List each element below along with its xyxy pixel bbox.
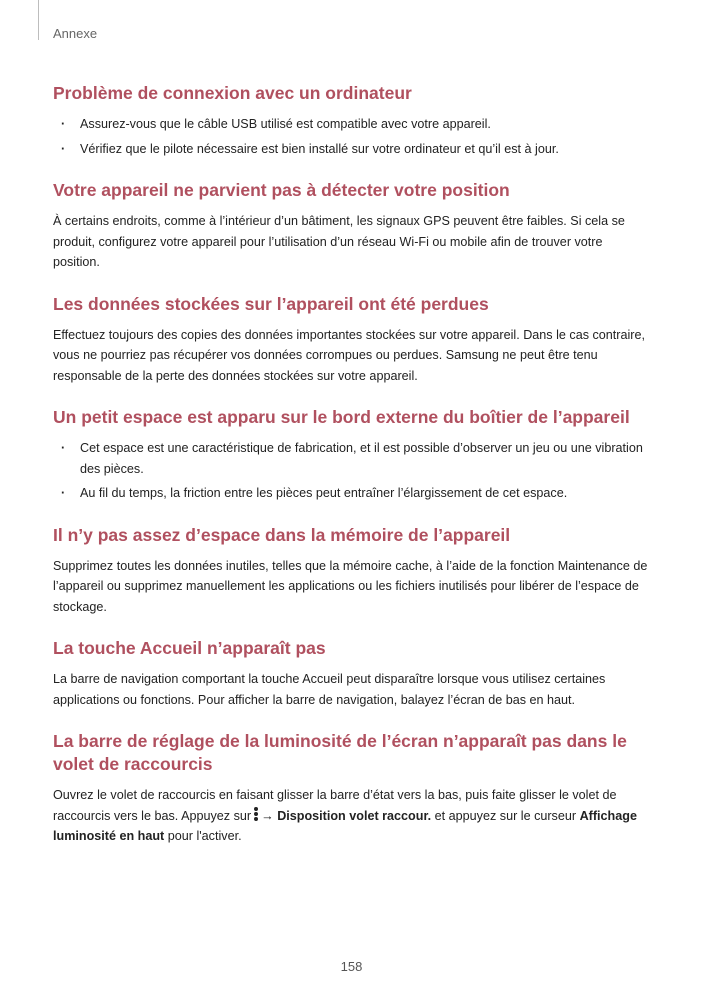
running-header: Annexe: [53, 26, 98, 41]
menu-item-name: Disposition volet raccour.: [277, 808, 432, 823]
page-content: [53, 82, 651, 867]
body-text: Ouvrez le volet de raccourcis en faisant glisser la barre d’état vers la bas, puis faite glisser le volet de raccourcis vers le bas. Appuyez sur: [53, 788, 617, 823]
body-text: pour l'activer.: [167, 829, 242, 843]
section-heading: La touche Accueil n’apparaît pas: [53, 638, 326, 658]
section-data-lost: [53, 293, 651, 387]
section-body: À certains endroits, comme à l’intérieur d’un bâtiment, les signaux GPS peuvent être faibles. Si cela se produit, configurez votre appareil pour l’utilisation d’un réseau Wi-Fi ou mobile afin de trouver votre position.: [53, 214, 625, 269]
arrow-glyph: →: [261, 808, 274, 823]
section-heading: Les données stockées sur l’appareil ont été perdues: [53, 293, 489, 314]
section-heading: Votre appareil ne parvient pas à détecter votre position: [53, 180, 510, 200]
section-body: Supprimez toutes les données inutiles, telles que la mémoire cache, à l’aide de la fonction Maintenance de l’appareil ou supprimez manuellement les applications ou les fichiers inutilisés pour libérer de l’espace de stockage.: [53, 558, 648, 614]
margin-rule: [38, 0, 39, 40]
section-body: Effectuez toujours des copies des données importantes stockées sur votre appareil. Dans le cas contraire, vous ne pourriez pas récupérer vos données corrompues ou perdues. Samsung ne peut être tenu responsable de la perte des données stockées sur votre appareil.: [53, 327, 645, 383]
section-usb-connection: [53, 82, 651, 159]
bullet-item: · Au fil du temps, la friction entre les pièces peut entraîner l’élargissement de cet espace.: [53, 483, 651, 504]
section-brightness-bar: [53, 730, 651, 847]
section-heading: Problème de connexion avec un ordinateur: [53, 83, 412, 103]
section-body: [53, 785, 651, 847]
section-location: [53, 179, 651, 273]
section-storage: [53, 524, 651, 618]
bullet-list: [53, 438, 651, 504]
page-number: 158: [340, 959, 363, 974]
section-home-key: [53, 637, 651, 710]
section-body: La barre de navigation comportant la touche Accueil peut disparaître lorsque vous utilisez certaines applications ou fonctions. Pour afficher la barre de navigation, balayez l’écran de bas en haut.: [53, 672, 606, 707]
section-heading: Il n’y pas assez d’espace dans la mémoire de l’appareil: [53, 524, 511, 545]
section-case-gap: [53, 406, 651, 504]
setting-name: Affichage luminosité en haut: [53, 808, 637, 843]
section-heading: La barre de réglage de la luminosité de l’écran n’apparaît pas dans le volet de raccourcis: [53, 731, 627, 774]
section-heading: Un petit espace est apparu sur le bord externe du boîtier de l’appareil: [53, 407, 630, 427]
bullet-list: [53, 114, 651, 159]
body-text: et appuyez sur le curseur: [434, 808, 577, 823]
more-options-icon: [254, 806, 258, 822]
bullet-item: · Cet espace est une caractéristique de fabrication, et il est possible d’observer un jeu ou une vibration des pièces.: [53, 438, 651, 479]
bullet-item: · Vérifiez que le pilote nécessaire est bien installé sur votre ordinateur et qu’il est à jour.: [53, 139, 651, 160]
bullet-item: · Assurez-vous que le câble USB utilisé est compatible avec votre appareil.: [53, 114, 651, 135]
